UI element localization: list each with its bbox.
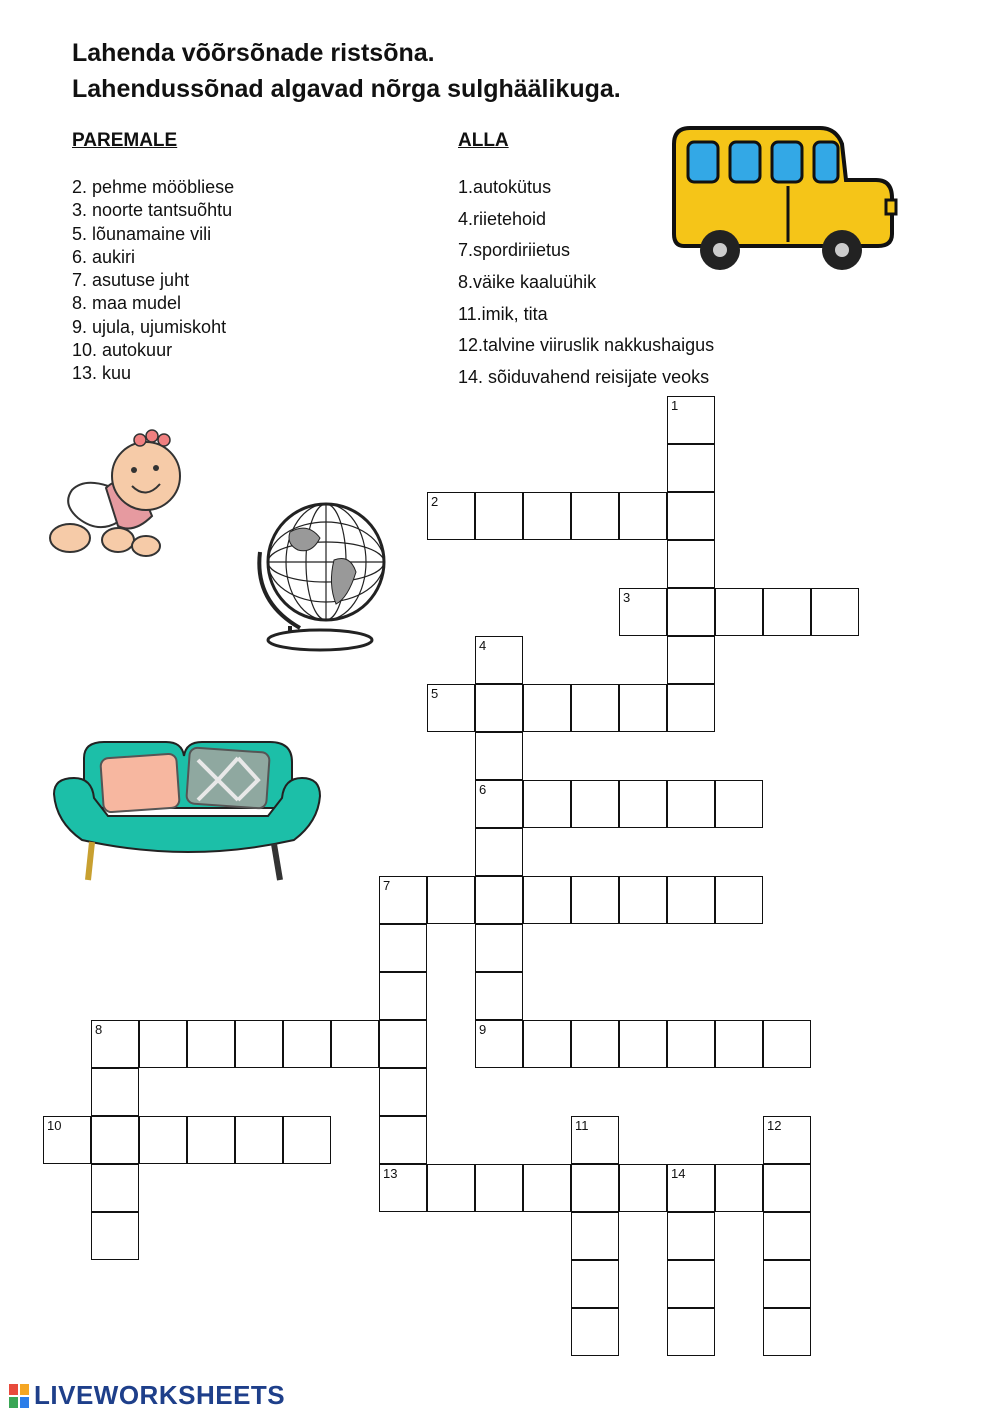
crossword-cell[interactable]	[475, 492, 523, 540]
cell-number: 5	[431, 686, 439, 701]
cell-number: 2	[431, 494, 439, 509]
crossword-cell[interactable]	[427, 1164, 475, 1212]
crossword-cell[interactable]	[139, 1116, 187, 1164]
crossword-cell[interactable]	[715, 780, 763, 828]
clue-down: 4.riietehoid	[458, 208, 547, 229]
crossword-cell[interactable]	[475, 636, 523, 684]
baby-icon	[48, 426, 188, 566]
crossword-cell[interactable]	[619, 876, 667, 924]
crossword-cell[interactable]	[91, 1068, 139, 1116]
clue-down: 1.autokütus	[458, 177, 552, 197]
crossword-cell[interactable]	[475, 924, 523, 972]
crossword-cell[interactable]	[91, 1020, 139, 1068]
crossword-cell[interactable]	[571, 1308, 619, 1356]
crossword-cell[interactable]	[763, 1116, 811, 1164]
crossword-cell[interactable]	[571, 1164, 619, 1212]
crossword-cell[interactable]	[571, 1212, 619, 1260]
crossword-cell[interactable]	[475, 732, 523, 780]
clue-across: 10. autokuur	[72, 340, 173, 361]
clue-across: 8. maa mudel	[72, 293, 182, 314]
crossword-cell[interactable]	[667, 588, 715, 636]
crossword-cell[interactable]	[667, 540, 715, 588]
crossword-cell[interactable]	[523, 1164, 571, 1212]
sofa-icon	[48, 738, 328, 888]
crossword-cell[interactable]	[667, 1020, 715, 1068]
crossword-cell[interactable]	[523, 780, 571, 828]
crossword-cell[interactable]	[475, 828, 523, 876]
crossword-cell[interactable]	[475, 972, 523, 1020]
crossword-cell[interactable]	[379, 1164, 427, 1212]
clue-across: 9. ujula, ujumiskoht	[72, 316, 227, 337]
crossword-cell[interactable]	[523, 1020, 571, 1068]
cell-number: 13	[383, 1166, 398, 1181]
crossword-cell[interactable]	[523, 684, 571, 732]
crossword-cell[interactable]	[379, 972, 427, 1020]
clue-down: 14. sõiduvahend reisijate veoks	[458, 367, 710, 388]
crossword-cell[interactable]	[523, 876, 571, 924]
crossword-cell[interactable]	[715, 1164, 763, 1212]
clue-down: 12.talvine viiruslik nakkushaigus	[458, 335, 715, 356]
clue-across: 13. kuu	[72, 363, 132, 384]
cell-number: 4	[479, 638, 487, 653]
crossword-cell[interactable]	[91, 1164, 139, 1212]
crossword-cell[interactable]	[571, 1020, 619, 1068]
crossword-cell[interactable]	[667, 780, 715, 828]
crossword-cell[interactable]	[667, 1164, 715, 1212]
crossword-cell[interactable]	[667, 876, 715, 924]
crossword-cell[interactable]	[667, 444, 715, 492]
down-heading: ALLA	[458, 130, 509, 151]
crossword-cell[interactable]	[619, 492, 667, 540]
crossword-cell[interactable]	[283, 1116, 331, 1164]
crossword-cell[interactable]	[139, 1020, 187, 1068]
crossword-cell[interactable]	[187, 1116, 235, 1164]
crossword-cell[interactable]	[91, 1116, 139, 1164]
cell-number: 7	[383, 878, 391, 893]
crossword-cell[interactable]	[571, 492, 619, 540]
cell-number: 9	[479, 1022, 487, 1037]
crossword-cell[interactable]	[619, 1164, 667, 1212]
footer-brand-text: LIVEWORKSHEETS	[34, 1380, 286, 1410]
globe-icon	[250, 492, 390, 656]
title-line-1: Lahenda võõrsõnade ristsõna.	[72, 39, 435, 67]
clue-across: 3. noorte tantsuõhtu	[72, 200, 233, 221]
clue-across: 6. aukiri	[72, 246, 136, 267]
crossword-cell[interactable]	[379, 876, 427, 924]
crossword-cell[interactable]	[667, 492, 715, 540]
crossword-cell[interactable]	[427, 684, 475, 732]
bus-icon	[670, 124, 902, 274]
crossword-cell[interactable]	[667, 396, 715, 444]
crossword-cell[interactable]	[667, 1212, 715, 1260]
crossword-cell[interactable]	[763, 588, 811, 636]
crossword-cell[interactable]	[763, 1308, 811, 1356]
clue-down: 8.väike kaaluühik	[458, 272, 597, 293]
crossword-cell[interactable]	[379, 924, 427, 972]
crossword-cell[interactable]	[667, 1308, 715, 1356]
cell-number: 14	[671, 1166, 686, 1181]
crossword-cell[interactable]	[715, 1020, 763, 1068]
across-heading: PAREMALE	[72, 130, 178, 151]
crossword-cell[interactable]	[715, 876, 763, 924]
crossword-cell[interactable]	[283, 1020, 331, 1068]
crossword-cell[interactable]	[427, 876, 475, 924]
crossword-cell[interactable]	[571, 1260, 619, 1308]
crossword-cell[interactable]	[475, 780, 523, 828]
cell-number: 8	[95, 1022, 103, 1037]
crossword-cell[interactable]	[379, 1068, 427, 1116]
crossword-cell[interactable]	[619, 588, 667, 636]
clue-down: 7.spordiriietus	[458, 240, 571, 261]
crossword-cell[interactable]	[43, 1116, 91, 1164]
crossword-cell[interactable]	[379, 1116, 427, 1164]
crossword-cell[interactable]	[763, 1020, 811, 1068]
crossword-cell[interactable]	[667, 636, 715, 684]
crossword-cell[interactable]	[187, 1020, 235, 1068]
footer-brand	[8, 1380, 285, 1411]
across-clues	[72, 176, 234, 386]
clue-across: 5. lõunamaine vili	[72, 223, 212, 244]
clue-across: 2. pehme mööbliese	[72, 177, 235, 197]
clue-down: 11.imik, tita	[458, 303, 548, 324]
crossword-cell[interactable]	[619, 1020, 667, 1068]
crossword-cell[interactable]	[763, 1212, 811, 1260]
crossword-cell[interactable]	[235, 1116, 283, 1164]
crossword-cell[interactable]	[571, 876, 619, 924]
crossword-cell[interactable]	[667, 1260, 715, 1308]
crossword-cell[interactable]	[571, 780, 619, 828]
crossword-cell[interactable]	[811, 588, 859, 636]
crossword-cell[interactable]	[475, 684, 523, 732]
crossword-cell[interactable]	[523, 492, 571, 540]
cell-number: 6	[479, 782, 487, 797]
cell-number: 10	[47, 1118, 62, 1133]
crossword-cell[interactable]	[619, 684, 667, 732]
crossword-cell[interactable]	[715, 588, 763, 636]
cell-number: 12	[767, 1118, 782, 1133]
title-line-2: Lahendussõnad algavad nõrga sulghäälikuga.	[72, 75, 621, 103]
clue-across: 7. asutuse juht	[72, 270, 190, 291]
crossword-cell[interactable]	[379, 1020, 427, 1068]
cell-number: 11	[575, 1118, 589, 1133]
crossword-cell[interactable]	[571, 684, 619, 732]
crossword-cell[interactable]	[331, 1020, 379, 1068]
cell-number: 1	[671, 398, 679, 413]
liveworksheets-logo-icon	[8, 1383, 30, 1409]
crossword-cell[interactable]	[235, 1020, 283, 1068]
crossword-cell[interactable]	[475, 1164, 523, 1212]
crossword-cell[interactable]	[763, 1164, 811, 1212]
crossword-cell[interactable]	[571, 1116, 619, 1164]
crossword-cell[interactable]	[763, 1260, 811, 1308]
crossword-cell[interactable]	[91, 1212, 139, 1260]
cell-number: 3	[623, 590, 631, 605]
crossword-cell[interactable]	[475, 876, 523, 924]
crossword-cell[interactable]	[667, 684, 715, 732]
crossword-cell[interactable]	[427, 492, 475, 540]
crossword-cell[interactable]	[475, 1020, 523, 1068]
crossword-cell[interactable]	[619, 780, 667, 828]
